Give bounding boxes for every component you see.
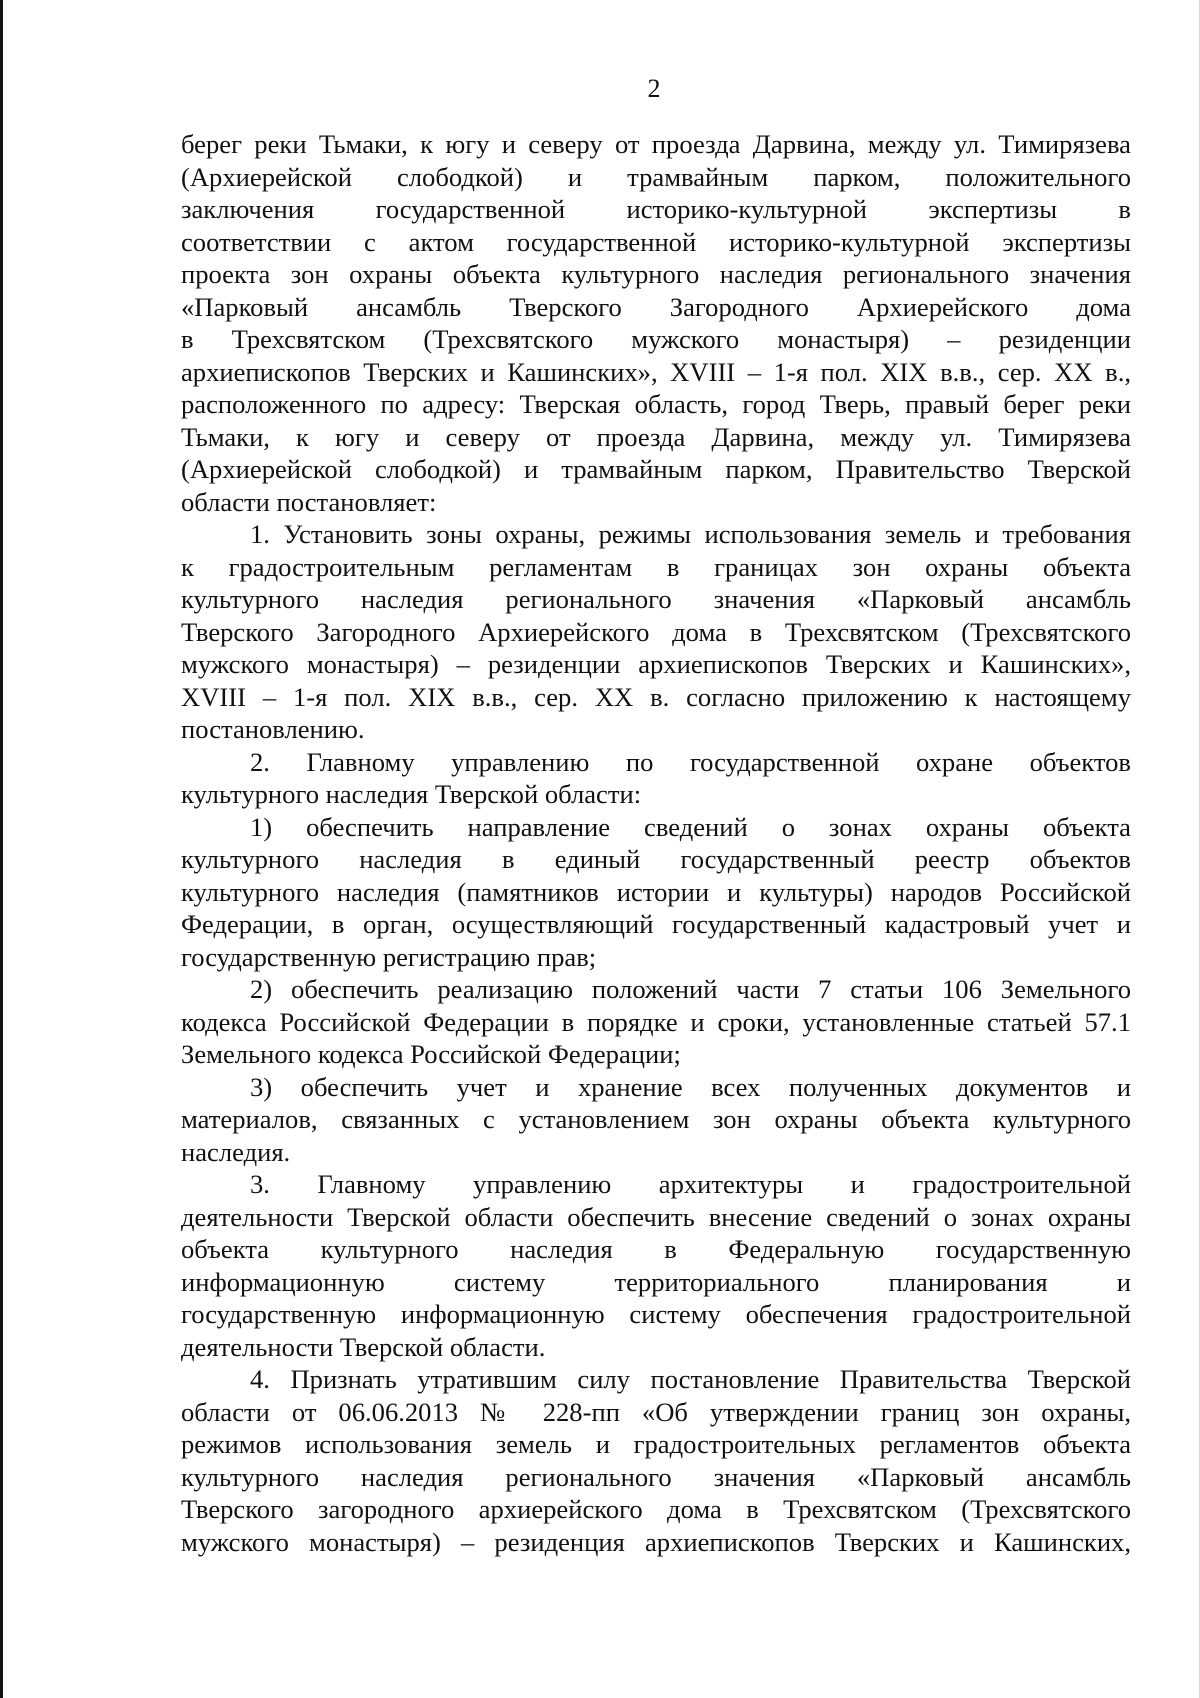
text-line: к градостроительным регламентам в границах зон охраны объекта xyxy=(181,551,1131,582)
text-line: культурного наследия Тверской области: xyxy=(181,779,642,809)
text-line: XVIII – 1-я пол. XIX в.в., сер. XX в. согласно приложению к настоящему xyxy=(181,681,1131,712)
document-body xyxy=(181,128,1131,1558)
text-line: (Архиерейской слободкой) и трамвайным парком, Правительство Тверской xyxy=(181,454,1131,484)
text-line: 2) обеспечить реализацию положений части 7 статьи 106 Земельного xyxy=(250,974,1131,1004)
text-line: архиепископов Тверских и Кашинских», XVIII – 1-я пол. XIX в.в., сер. XX в., xyxy=(181,356,1131,387)
text-line: Земельного кодекса Российской Федерации; xyxy=(181,1039,681,1069)
text-line: кодекса Российской Федерации в порядке и сроки, установленные статьей 57.1 xyxy=(181,1006,1131,1037)
text-line: деятельности Тверской области обеспечить внесение сведений о зонах охраны xyxy=(181,1201,1131,1232)
text-line: культурного наследия регионального значения «Парковый ансамбль xyxy=(181,584,1131,614)
page-number: 2 xyxy=(647,74,661,103)
text-line: наследия. xyxy=(181,1136,291,1167)
text-line: «Парковый ансамбль Тверского Загородного Архиерейского дома xyxy=(181,291,1131,322)
text-line: Федерации, в орган, осуществляющий государственный кадастровый учет и xyxy=(181,909,1131,939)
text-line: 3) обеспечить учет и хранение всех полученных документов и xyxy=(250,1071,1131,1102)
text-line: 1) обеспечить направление сведений о зонах охраны объекта xyxy=(250,811,1131,842)
text-line: в Трехсвятском (Трехсвятского мужского монастыря) – резиденции xyxy=(181,324,1131,354)
text-line: Тверского Загородного Архиерейского дома в Трехсвятском (Трехсвятского xyxy=(181,616,1131,647)
text-line: соответствии с актом государственной историко-культурной экспертизы xyxy=(181,226,1131,257)
text-line: Тьмаки, к югу и северу от проезда Дарвина, между ул. Тимирязева xyxy=(181,421,1131,452)
text-line: 3. Главному управлению архитектуры и градостроительной xyxy=(250,1169,1131,1199)
text-line: деятельности Тверской области. xyxy=(181,1331,546,1362)
text-line: режимов использования земель и градостроительных регламентов объекта xyxy=(181,1429,1131,1459)
text-line: (Архиерейской слободкой) и трамвайным парком, положительного xyxy=(181,161,1131,192)
text-line: 1. Установить зоны охраны, режимы использования земель и требования xyxy=(250,519,1131,549)
text-line: культурного наследия в единый государственный реестр объектов xyxy=(181,844,1131,874)
text-line: материалов, связанных с установлением зон охраны объекта культурного xyxy=(181,1104,1131,1134)
text-line: мужского монастыря) – резиденции архиепископов Тверских и Кашинских», xyxy=(181,649,1131,679)
text-line: проекта зон охраны объекта культурного наследия регионального значения xyxy=(181,259,1131,289)
text-line: берег реки Тьмаки, к югу и северу от проезда Дарвина, между ул. Тимирязева xyxy=(181,129,1131,159)
text-line: заключения государственной историко-культурной экспертизы в xyxy=(181,194,1131,224)
text-line: 4. Признать утратившим силу постановление Правительства Тверской xyxy=(250,1364,1131,1394)
text-line: расположенного по адресу: Тверская область, город Тверь, правый берег реки xyxy=(181,389,1131,419)
text-line: культурного наследия (памятников истории и культуры) народов Российской xyxy=(181,876,1131,907)
text-line: государственную регистрацию прав; xyxy=(181,941,597,972)
text-line: области от 06.06.2013 № 228-пп «Об утверждении границ зон охраны, xyxy=(181,1396,1131,1427)
text-line: постановлению. xyxy=(181,714,365,744)
text-line: мужского монастыря) – резиденция архиепископов Тверских и Кашинских, xyxy=(181,1526,1131,1557)
text-line: информационную систему территориального планирования и xyxy=(181,1266,1131,1297)
text-line: культурного наследия регионального значения «Парковый ансамбль xyxy=(181,1461,1131,1492)
text-line: 2. Главному управлению по государственной охране объектов xyxy=(250,746,1131,777)
text-line: Тверского загородного архиерейского дома в Трехсвятском (Трехсвятского xyxy=(181,1494,1131,1524)
text-line: области постановляет: xyxy=(181,486,437,517)
text-line: государственную информационную систему обеспечения градостроительной xyxy=(181,1299,1131,1329)
scan-left-edge xyxy=(0,0,3,1698)
text-line: объекта культурного наследия в Федеральную государственную xyxy=(181,1234,1131,1264)
